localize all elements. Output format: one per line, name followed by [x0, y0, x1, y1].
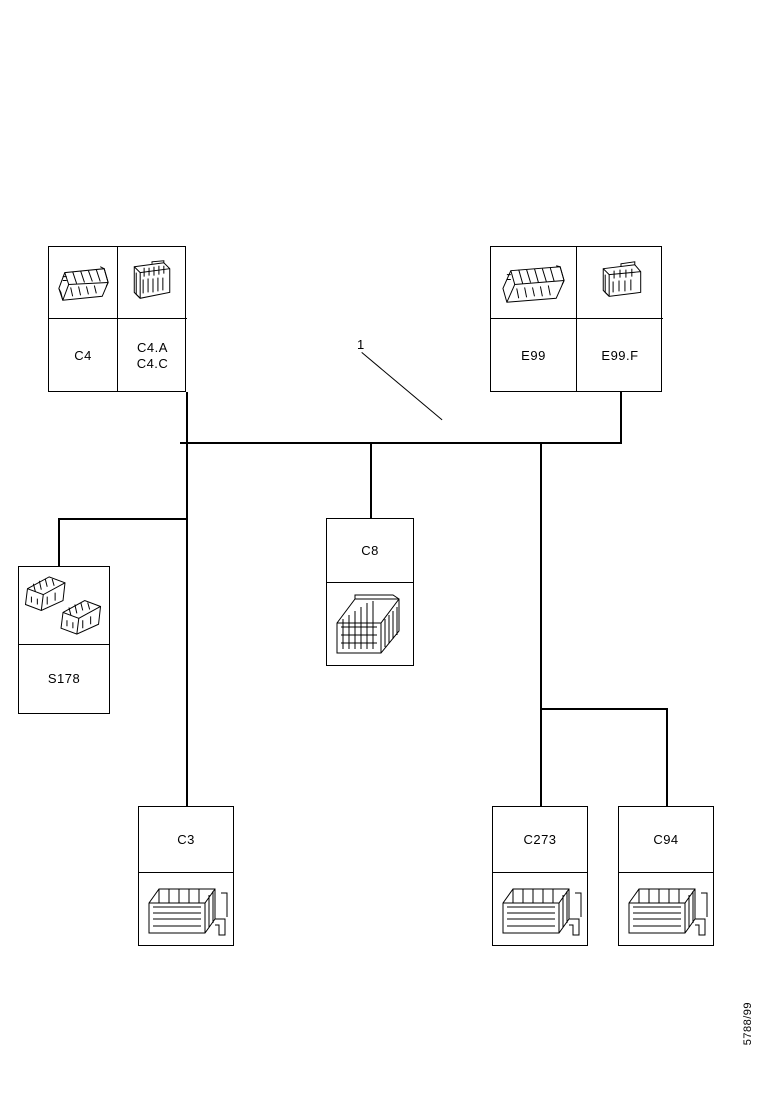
node-c3-label: C3 [177, 831, 195, 847]
node-c4[interactable] [48, 246, 186, 392]
node-c273[interactable] [492, 806, 588, 946]
e99-label-cell [491, 319, 577, 392]
callout-number: 1 [357, 337, 365, 352]
connector-block-icon [49, 247, 117, 318]
c3-label-cell [139, 807, 233, 873]
s178-icon-cell [19, 567, 109, 645]
callout-leader-line [361, 352, 442, 420]
wire-right-split [540, 708, 668, 710]
c8-icon-cell [327, 583, 413, 665]
c273-icon-cell [493, 873, 587, 945]
node-c273-label: C273 [523, 831, 557, 847]
wire-s178-run [58, 518, 188, 520]
connector-strip-icon [139, 873, 233, 945]
node-e99-label: E99 [521, 347, 546, 363]
node-c4-label: C4 [74, 347, 92, 363]
drawing-number: 5788/99 [742, 1002, 754, 1046]
c8-label-cell [327, 519, 413, 583]
c273-label-cell [493, 807, 587, 873]
wire-right-trunk [540, 442, 542, 710]
node-c94[interactable] [618, 806, 714, 946]
node-c8-label: C8 [361, 542, 379, 558]
c4-icon-cell [49, 247, 118, 319]
wire-c8-drop [370, 442, 372, 520]
node-c4a-label: C4.A [137, 339, 168, 355]
connector-strip-icon [619, 873, 713, 945]
e99f-label-cell [577, 319, 663, 392]
connector-multi-icon [327, 583, 413, 665]
connector-plug-icon [118, 247, 187, 318]
connector-plug-icon [577, 247, 663, 318]
splice-pair-icon [19, 567, 109, 644]
node-s178-label: S178 [47, 670, 81, 686]
node-c4c-label: C4.C [136, 355, 169, 371]
wire-c3-drop [186, 442, 188, 806]
connector-block-icon [491, 247, 576, 318]
node-c94-label: C94 [653, 831, 679, 847]
s178-label-cell [19, 645, 109, 713]
wire-s178-drop-b [58, 518, 60, 568]
node-e99f-label: E99.F [601, 347, 639, 363]
c94-label-cell [619, 807, 713, 873]
connector-strip-icon [493, 873, 587, 945]
e99f-icon-cell [577, 247, 663, 319]
wire-c94-drop [666, 708, 668, 806]
wire-c4-drop [186, 392, 188, 444]
c4a-label-cell [118, 319, 187, 392]
c4-label-cell [49, 319, 118, 392]
node-c8[interactable] [326, 518, 414, 666]
e99-icon-cell [491, 247, 577, 319]
wire-c273-drop [540, 708, 542, 806]
node-c3[interactable] [138, 806, 234, 946]
wire-main-bus [180, 442, 622, 444]
c94-icon-cell [619, 873, 713, 945]
c4a-icon-cell [118, 247, 187, 319]
wire-e99-drop [620, 392, 622, 444]
node-e99[interactable] [490, 246, 662, 392]
node-s178[interactable] [18, 566, 110, 714]
c3-icon-cell [139, 873, 233, 945]
